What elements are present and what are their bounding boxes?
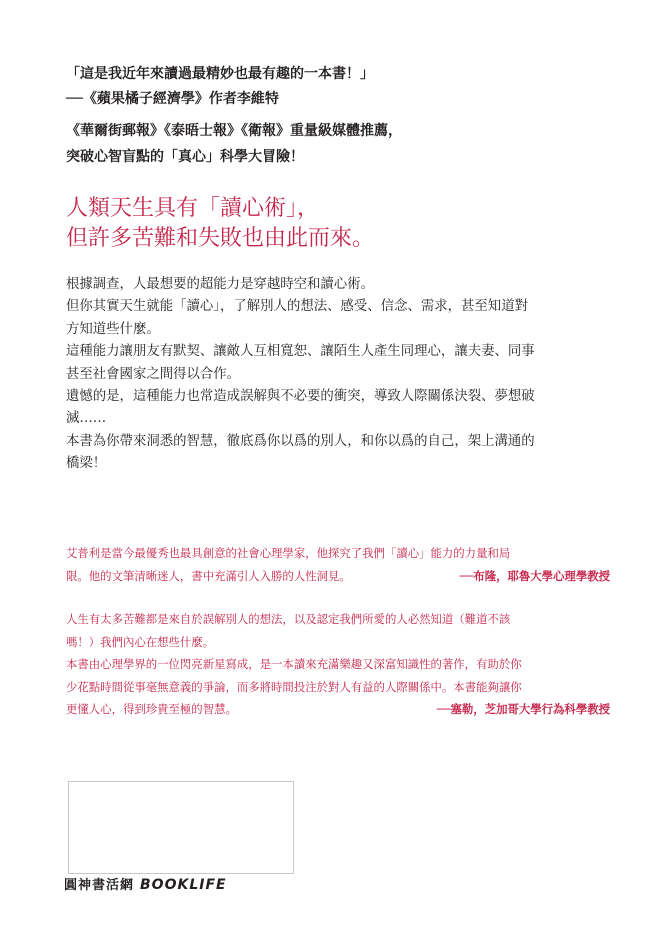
body-line: 遺憾的是，這種能力也常造成誤解與不必要的衝突，導致人際關係決裂、夢想破: [66, 389, 535, 405]
review-line: 嗎！）我們內心在想些什麼。: [66, 634, 215, 649]
review-line: 更懂人心，得到珍貴至極的智慧。: [66, 702, 237, 716]
body-line: 但你其實天生就能「讀心」，了解別人的想法、感受、信念、需求，甚至知道對: [66, 299, 528, 315]
quote-attribution: ──《蘋果橘子經濟學》作者李維特: [66, 91, 279, 107]
review-line: 少花點時間從事毫無意義的爭論，而多將時間投注於對人有益的人際關係中。本書能夠讓你: [66, 679, 522, 694]
barcode-area: [68, 781, 294, 874]
publisher-name: 圓神書活網: [64, 878, 135, 893]
review-line: 限。他的文筆清晰迷人，書中充滿引人入勝的人性洞見。: [66, 568, 351, 583]
review-bloom: [66, 542, 610, 587]
review-line: 本書由心理學界的一位閃亮新星寫成，是一本讀來充滿樂趣又深富知識性的著作，有助於你: [66, 657, 522, 671]
body-line: 甚至社會國家之間得以合作。: [66, 366, 241, 382]
body-line: 滅……: [66, 411, 107, 427]
body-line: 這種能力讓朋友有默契、讓敵人互相寬恕、讓陌生人產生同理心，讓夫妻、同事: [66, 344, 535, 360]
review-attribution: ──布隆，耶魯大學心理學教授: [459, 568, 610, 583]
body-line: 本書為你帶來洞悉的智慧，徹底爲你以爲的別人，和你以爲的自己，架上溝通的: [66, 433, 535, 449]
review-line: 人生有太多苦難都是來自於誤解別人的想法，以及認定我們所愛的人必然知道（難道不該: [66, 612, 511, 626]
review-line: 艾普利是當今最優秀也最具創意的社會心理學家，他探究了我們「讀心」能力的力量和局: [66, 546, 511, 560]
body-line: 方知道些什麼。: [66, 321, 160, 337]
headline: [66, 194, 374, 254]
review-thaler: [66, 608, 610, 721]
publisher-logo: [64, 874, 227, 893]
endorsement-quote: [66, 62, 374, 112]
headline-line-2: 但許多苦難和失敗也由此而來。: [66, 226, 375, 251]
body-copy: [66, 274, 606, 476]
headline-line-1: 人類天生具有「讀心術」，: [66, 196, 320, 221]
body-line: 根據調查，人最想要的超能力是穿越時空和讀心術。: [66, 277, 374, 292]
publisher-brand: BOOKLIFE: [140, 877, 227, 893]
review-line-with-attribution: [66, 565, 610, 588]
review-attribution: ──塞勒，芝加哥大學行為科學教授: [436, 702, 610, 716]
body-line: 橋梁！: [66, 456, 107, 472]
media-line-2: 突破心智盲點的「真心」科學大冒險！: [66, 149, 304, 165]
review-line-with-attribution: [66, 698, 610, 721]
media-line-1: 《華爾街郵報》《泰晤士報》《衛報》重量級媒體推薦，: [66, 123, 402, 139]
media-recommendation: [66, 118, 402, 170]
quote-text: 「這是我近年來讀過最精妙也最有趣的一本書！」: [66, 66, 374, 82]
